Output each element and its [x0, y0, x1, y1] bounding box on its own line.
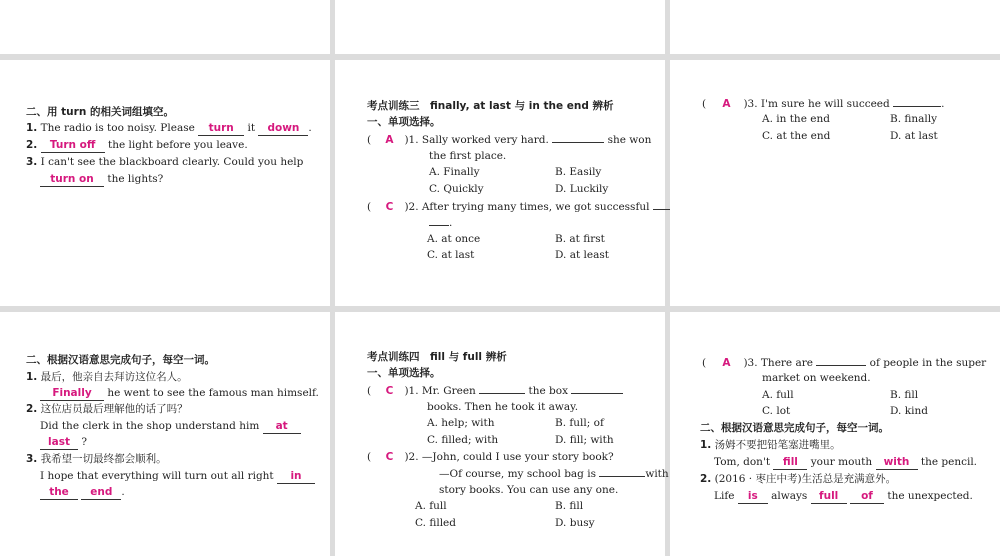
answer-blank: turn on: [40, 173, 104, 187]
option-a: A. in the end: [762, 113, 830, 125]
answer-blank: in: [277, 470, 315, 484]
option-a: A. help; with: [427, 417, 495, 429]
question-3: ( A )3. I'm sure he will succeed .: [702, 95, 944, 113]
option-b: B. Easily: [555, 166, 602, 178]
question-2-cn: 2. (2016 · 枣庄中考)生活总是充满意外。: [700, 473, 897, 485]
answer-blank: end: [81, 486, 121, 500]
option-c: C. Quickly: [429, 183, 484, 195]
option-c: C. at the end: [762, 130, 831, 142]
section-subheading: 一、单项选择。: [367, 367, 441, 379]
question-2-cont: last ?: [40, 434, 87, 451]
answer-blank: of: [850, 490, 884, 504]
question-1: ( C )1. Mr. Green the box: [367, 382, 623, 400]
answer-choice: C: [385, 451, 394, 463]
slide-finally-q3: [670, 60, 1000, 306]
answer-blank: fill: [773, 456, 807, 470]
answer-blank: Finally: [40, 387, 104, 401]
option-d: D. fill; with: [555, 434, 614, 446]
slide-top-left: [0, 0, 330, 54]
answer-choice: C: [385, 385, 394, 397]
answer-blank: is: [738, 490, 768, 504]
question-2: ( C )2. After trying many times, we got successful: [367, 198, 677, 216]
slide-finally-at-last: [335, 60, 665, 306]
question-2-en: Did the clerk in the shop understand him at: [40, 418, 301, 435]
section-heading: 二、用 turn 的相关词组填空。: [26, 106, 174, 118]
option-c: C. filled; with: [427, 434, 499, 446]
question-3: 3. I can't see the blackboard clearly. Could you help: [26, 156, 304, 168]
question-1: 1. The radio is too noisy. Please turn it down .: [26, 122, 312, 134]
answer-choice: A: [385, 134, 394, 146]
section-heading: 考点训练四 fill 与 full 辨析: [367, 351, 507, 363]
question-2-cont: .: [429, 214, 452, 232]
slide-turn-phrases: [0, 60, 330, 306]
slide-top-right: [670, 0, 1000, 54]
answer-choice: C: [385, 201, 394, 213]
option-c: C. lot: [762, 405, 791, 417]
question-2: ( C )2. —John, could I use your story book?: [367, 449, 614, 466]
question-2-cn: 2. 这位店员最后理解他的话了吗？: [26, 403, 188, 415]
section-heading: 二、根据汉语意思完成句子，每空一词。: [700, 422, 889, 434]
question-3-en: I hope that everything will turn out all right in: [40, 468, 315, 485]
section-heading: 二、根据汉语意思完成句子，每空一词。: [26, 354, 215, 366]
question-3-cont: the end .: [40, 484, 125, 501]
option-d: D. busy: [555, 517, 595, 529]
option-b: B. fill: [555, 500, 584, 512]
question-2-cont2: story books. You can use any one.: [439, 484, 619, 496]
answer-blank: last: [40, 436, 78, 450]
answer-blank: Turn off: [41, 139, 105, 153]
option-a: A. Finally: [429, 166, 480, 178]
section-heading: 考点训练三 finally, at last 与 in the end 辨析: [367, 100, 614, 112]
answer-blank: down: [258, 122, 308, 136]
slide-top-middle: [335, 0, 665, 54]
question-2-cont: —Of course, my school bag is with: [439, 465, 669, 483]
question-1-en: Tom, don't fill your mouth with the pencil.: [714, 456, 978, 468]
answer-choice: A: [722, 357, 731, 369]
question-1-cn: 1. 最后，他亲自去拜访这位名人。: [26, 371, 188, 383]
option-a: A. full: [415, 500, 447, 512]
question-1: ( A )1. Sally worked very hard. she won: [367, 131, 651, 149]
answer-blank: full: [811, 490, 847, 504]
question-3-cont: turn on the lights?: [40, 171, 163, 188]
question-3: ( A )3. There are of people in the super: [702, 354, 986, 372]
option-d: D. at last: [890, 130, 938, 142]
answer-blank: the: [40, 486, 78, 500]
question-3-cont: market on weekend.: [762, 372, 871, 384]
blank: [571, 382, 623, 394]
answer-blank: at: [263, 420, 301, 434]
option-b: B. fill: [890, 389, 919, 401]
option-c: C. filled: [415, 517, 456, 529]
answer-blank: with: [876, 456, 918, 470]
option-c: C. at last: [427, 249, 475, 261]
option-d: D. kind: [890, 405, 928, 417]
question-2: 2. Turn off the light before you leave.: [26, 139, 248, 151]
answer-choice: A: [722, 98, 731, 110]
answer-blank: turn: [198, 122, 244, 136]
slide-translate-finally: [0, 312, 330, 556]
question-1-cont: the first place.: [429, 150, 507, 162]
blank: [552, 131, 604, 143]
question-2-en: Life is always full of the unexpected.: [714, 490, 973, 502]
blank: [893, 95, 941, 107]
option-b: B. finally: [890, 113, 938, 125]
option-b: B. at first: [555, 233, 605, 245]
slide-fill-full: [335, 312, 669, 556]
blank: [429, 214, 449, 226]
option-a: A. full: [762, 389, 794, 401]
blank: [816, 354, 866, 366]
question-1-en: Finally he went to see the famous man himself.: [40, 385, 319, 402]
slide-fill-full-cont: [670, 312, 1000, 556]
blank: [479, 382, 525, 394]
question-1-cn: 1. 汤姆不要把铅笔塞进嘴里。: [700, 439, 841, 451]
option-d: D. at least: [555, 249, 609, 261]
question-3-cn: 3. 我希望一切最终都会顺利。: [26, 453, 167, 465]
question-1-cont: books. Then he took it away.: [427, 401, 579, 413]
option-d: D. Luckily: [555, 183, 609, 195]
section-subheading: 一、单项选择。: [367, 116, 441, 128]
option-a: A. at once: [427, 233, 481, 245]
option-b: B. full; of: [555, 417, 604, 429]
blank: [599, 465, 645, 477]
